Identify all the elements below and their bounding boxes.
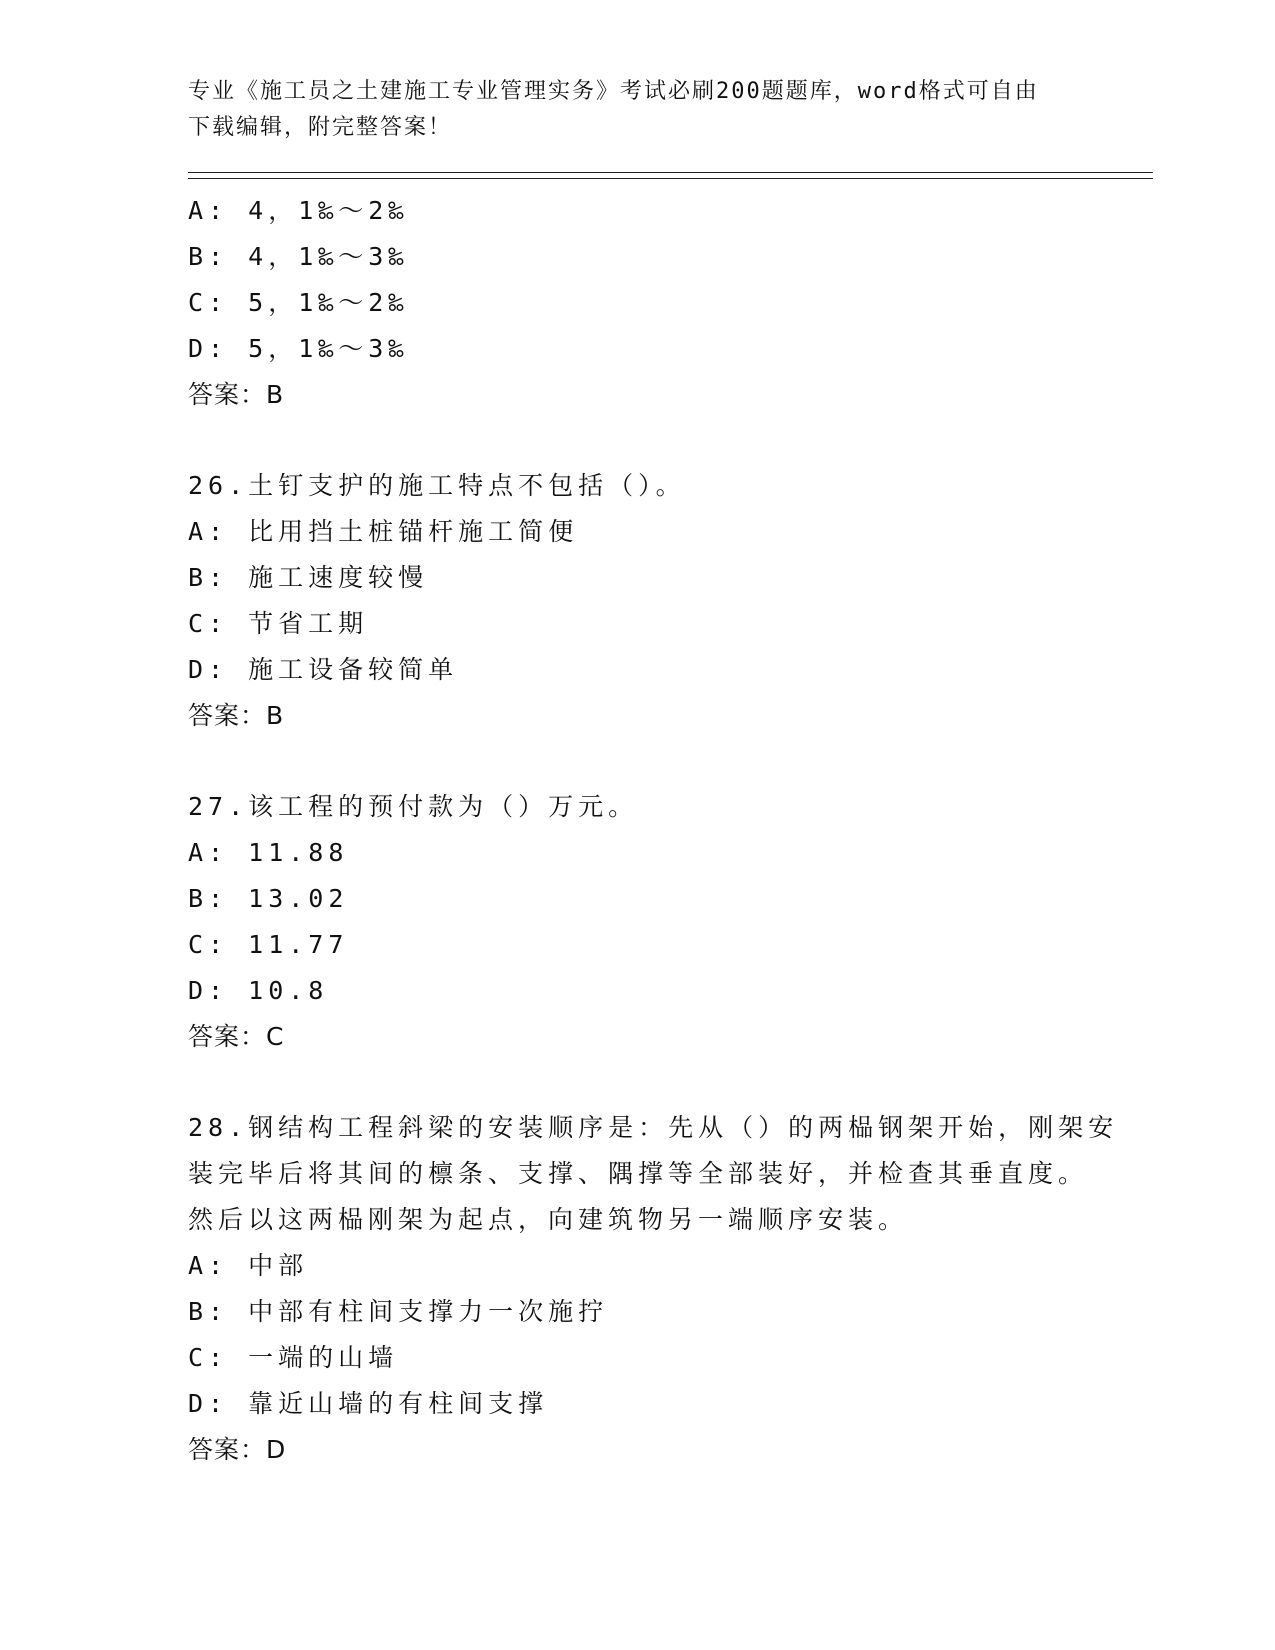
option-b: B: 施工速度较慢	[188, 563, 429, 592]
question-list	[188, 188, 1119, 1473]
option-d: D: 10.8	[188, 976, 329, 1005]
header-divider-top	[188, 172, 1153, 173]
option-d: D: 5，1‰～3‰	[188, 334, 409, 363]
option-a: A: 比用挡土桩锚杆施工简便	[188, 517, 579, 546]
answer: 答案：B	[188, 701, 285, 730]
option-c: C: 5，1‰～2‰	[188, 288, 409, 317]
header-divider-bottom	[188, 178, 1153, 179]
header-line-1: 专业《施工员之土建施工专业管理实务》考试必刷200题题库，word格式可自由	[188, 79, 1039, 104]
answer: 答案：C	[188, 1022, 285, 1051]
header-line-2: 下载编辑，附完整答案！	[188, 115, 453, 140]
option-a: A: 4，1‰～2‰	[188, 196, 409, 225]
option-a: A: 11.88	[188, 838, 349, 867]
option-b: B: 中部有柱间支撑力一次施拧	[188, 1297, 609, 1326]
question-text: 26.土钉支护的施工特点不包括（）。	[188, 471, 686, 500]
option-b: B: 4，1‰～3‰	[188, 242, 409, 271]
option-d: D: 靠近山墙的有柱间支撑	[188, 1389, 549, 1418]
question-26	[188, 463, 1088, 739]
question-28	[188, 1105, 1119, 1473]
option-a: A: 中部	[188, 1251, 309, 1280]
option-c: C: 节省工期	[188, 609, 369, 638]
option-d: D: 施工设备较简单	[188, 655, 459, 684]
question-text-line-2: 装完毕后将其间的檩条、支撑、隅撑等全部装好，并检查其垂直度。	[188, 1159, 1089, 1188]
question-text: 27.该工程的预付款为（）万元。	[188, 792, 639, 821]
option-c: C: 一端的山墙	[188, 1343, 399, 1372]
question-27	[188, 784, 1088, 1060]
option-b: B: 13.02	[188, 884, 349, 913]
question-25	[188, 188, 1088, 418]
question-text-line-3: 然后以这两榀刚架为起点，向建筑物另一端顺序安装。	[188, 1205, 909, 1234]
option-c: C: 11.77	[188, 930, 349, 959]
question-text-line-1: 28.钢结构工程斜梁的安装顺序是：先从（）的两榀钢架开始，刚架安	[188, 1113, 1119, 1142]
document-header	[188, 74, 1088, 146]
answer: 答案：B	[188, 380, 285, 409]
answer: 答案：D	[188, 1435, 287, 1464]
